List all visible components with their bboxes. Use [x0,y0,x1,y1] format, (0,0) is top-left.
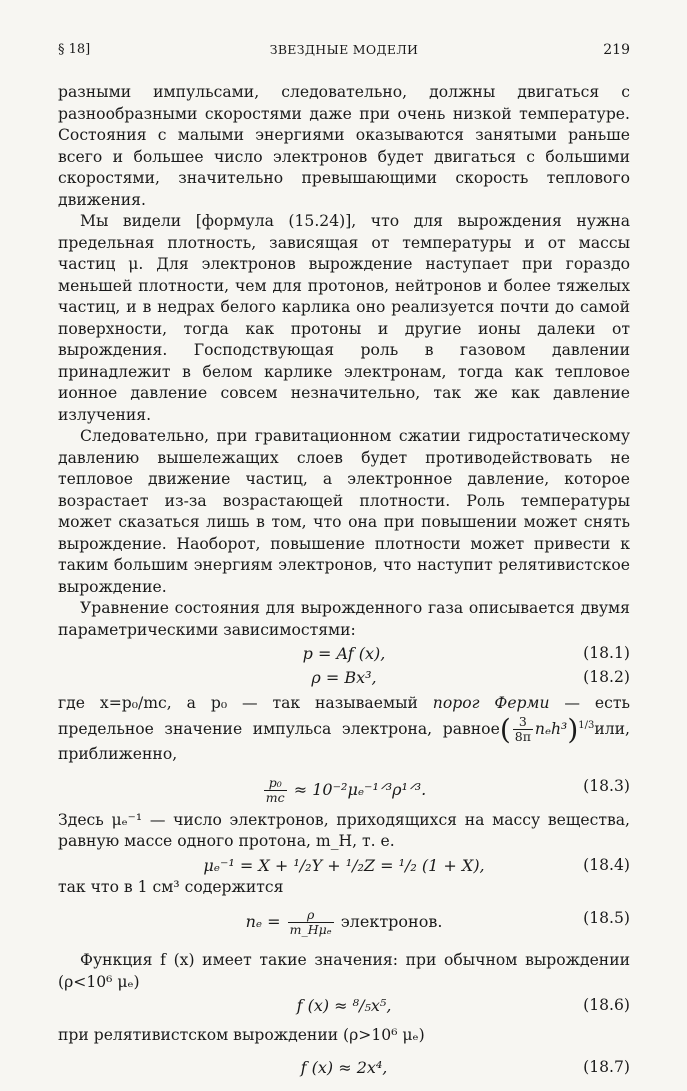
paragraph-9: при релятивистском вырождении (ρ>10⁶ μₑ) [58,1026,425,1045]
equation-number: (18.6) [583,996,630,1015]
equation-18-7 [58,1047,630,1091]
equation-formula: p = Af (x), [302,644,386,663]
equation-number: (18.3) [583,776,630,795]
equation-18-2 [58,665,630,689]
equation-fraction [264,776,287,805]
equation-number: (18.4) [583,855,630,874]
paragraph-5: где x=p₀/mc, а p₀ — так называемый порог Ферми — есть предельное значение импульса электрона, равное( $\frac{3}{8\pi}$ nₑh³)$^{1/3}$или, приближенно, [58,694,630,764]
equation-18-6 [58,993,630,1017]
paragraph-2: Мы видели [формула (15.24)], что для вырождения нужна предельная плотность, зависящая от температуры и от массы частиц μ. Для электронов вырождение наступает при гораздо меньшей плотности, чем для протонов, нейтронов и более тяжелых частиц, и в недрах белого карлика оно реализуется почти до самой поверхности, тогда как протоны и другие ионы далеки от вырождения. Господствующая роль в газовом давлении принадлежит в белом карлике электронам, тогда как тепловое ионное давление совсем незначительно, так же как давление излучения. [58,212,630,424]
fraction-denominator: 8π [514,729,531,745]
equation-rhs: ≈ 10⁻²μₑ⁻¹ᐟ³ρ¹ᐟ³. [293,779,427,799]
text-segment: где x=p₀/mc, а p₀ — так называемый [58,694,433,712]
paragraph-8: Функция f (x) имеет такие значения: при обычном вырождении (ρ<10⁶ μₑ) [58,951,630,991]
section-marker: § 18] [58,42,91,57]
equation-lhs: nₑ = [245,912,281,932]
equation-18-4 [58,853,630,877]
fraction-numerator: 3 [513,715,533,730]
inline-expression: nₑh³ [534,719,568,738]
equation-formula: f (x) ≈ ⁸/₅x⁵, [296,996,392,1016]
equation-18-5 [58,898,630,942]
paragraph-4: Уравнение состояния для вырожденного газа описывается двумя параметрическими зависимостями: [58,599,630,639]
equation-fraction [288,908,334,937]
fraction-denominator: mc [265,789,285,805]
equation-number: (18.5) [583,909,630,928]
equation-18-1 [58,641,630,665]
page-body [58,82,630,1091]
paragraph-7: так что в 1 см³ содержится [58,877,284,896]
equation-rhs: электронов. [340,912,443,932]
text-segment: — есть предельное значение импульса электрона, равное [58,694,630,738]
fraction-denominator: m_Hμₑ [289,922,332,938]
equation-formula: ρ = Bx³, [311,668,377,687]
equation-formula [58,908,630,937]
chapter-title: ЗВЕЗДНЫЕ МОДЕЛИ [269,42,419,57]
book-page [58,42,630,1091]
paragraph-3: Следовательно, при гравитационном сжатии гидростатическому давлению вышележащих слоев будет противодействовать не тепловое движение частиц, а электронное давление, которое возрастает из-за возрастающей плотности. Роль температуры может сказаться лишь в том, что она при повышении может снять вырождение. Наоборот, повышение плотности может привести к таким большим энергиям электронов, что наступит релятивистское вырождение. [58,427,630,596]
equation-number: (18.7) [583,1057,630,1076]
fraction-numerator: p₀ [264,776,287,791]
paragraph-1: разными импульсами, следовательно, должны двигаться с разнообразными скоростями даже при очень низкой температуре. Состояния с малыми энергиями оказываются занятыми раньше всего и большее число электронов будет двигаться с большими скоростями, значительно превышающими скорость теплового движения. [58,83,630,209]
term-fermi-threshold: порог Ферми [432,694,550,712]
exponent: 1/3 [578,719,595,731]
page-number: 219 [603,42,630,58]
equation-18-3 [58,766,630,810]
fraction-numerator: ρ [288,908,334,923]
equation-number: (18.1) [583,644,630,662]
paragraph-6: Здесь μₑ⁻¹ — число электронов, приходящихся на массу вещества, равную массе одного протона, m_H, т. е. [58,810,630,851]
equation-formula: f (x) ≈ 2x⁴, [300,1057,388,1077]
equation-formula: μₑ⁻¹ = X + ¹/₂Y + ¹/₂Z = ¹/₂ (1 + X), [203,855,485,875]
running-header [58,42,630,64]
text-segment: или, приближенно, [58,719,630,764]
inline-fraction [513,715,533,744]
equation-formula [58,776,630,805]
equation-number: (18.2) [583,668,630,686]
